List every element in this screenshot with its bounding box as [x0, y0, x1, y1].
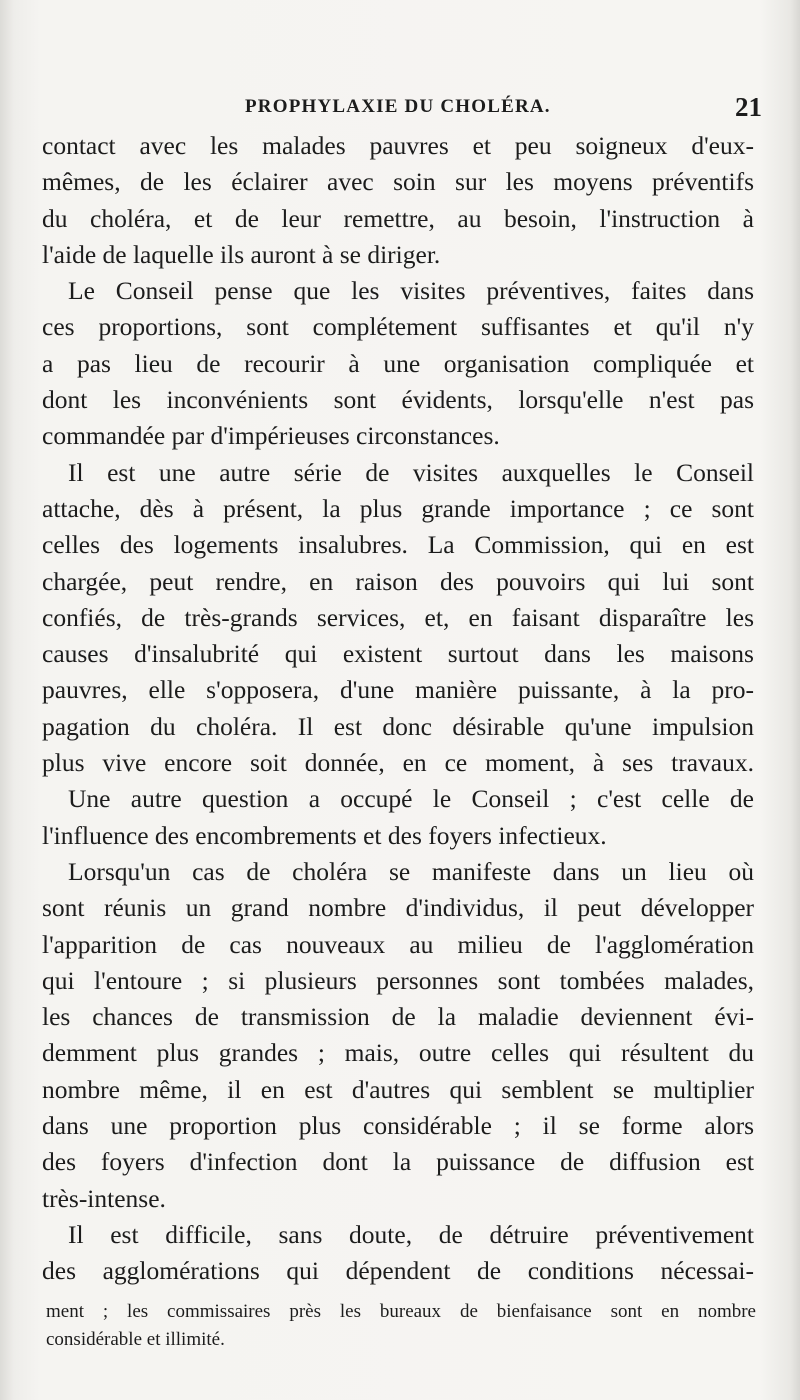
- text-line: dans une proportion plus considérable ; il se forme alors: [42, 1111, 754, 1141]
- text-line: celles des logements insalubres. La Commission, qui en est: [42, 530, 754, 560]
- text-line: chargée, peut rendre, en raison des pouvoirs qui lui sont: [42, 566, 754, 596]
- footnote-line: considérable et illimité.: [46, 1329, 225, 1350]
- text-line: Il est difficile, sans doute, de détruire préventivement: [68, 1219, 754, 1249]
- text-line: nombre même, il en est d'autres qui semblent se multiplier: [42, 1074, 754, 1104]
- text-line: mêmes, de les éclairer avec soin sur les moyens préventifs: [42, 167, 754, 197]
- text-line: a pas lieu de recourir à une organisation compliquée et: [42, 348, 754, 378]
- text-line: l'aide de laquelle ils auront à se diriger.: [42, 239, 441, 269]
- text-line: des agglomérations qui dépendent de conditions nécessai-: [42, 1256, 754, 1286]
- text-line: les chances de transmission de la maladie deviennent évi-: [42, 1002, 754, 1032]
- body-text: [42, 128, 754, 1290]
- text-line: Une autre question a occupé le Conseil ; c'est celle de: [68, 784, 754, 814]
- page-header: [40, 92, 762, 126]
- text-line: très-intense.: [42, 1183, 166, 1213]
- text-line: l'influence des encombrements et des foyers infectieux.: [42, 820, 607, 850]
- text-line: qui l'entoure ; si plusieurs personnes sont tombées malades,: [42, 965, 754, 995]
- text-line: causes d'insalubrité qui existent surtout dans les maisons: [42, 639, 754, 669]
- text-line: demment plus grandes ; mais, outre celles qui résultent du: [42, 1038, 754, 1068]
- text-line: contact avec les malades pauvres et peu soigneux d'eux-: [42, 131, 754, 160]
- text-line: sont réunis un grand nombre d'individus, il peut développer: [42, 893, 754, 923]
- text-line: Il est une autre série de visites auxquelles le Conseil: [68, 457, 754, 487]
- text-line: commandée par d'impérieuses circonstances.: [42, 421, 500, 451]
- text-line: l'apparition de cas nouveaux au milieu de l'agglomération: [42, 929, 754, 959]
- text-line: Le Conseil pense que les visites préventives, faites dans: [68, 276, 754, 306]
- text-line: confiés, de très-grands services, et, en faisant disparaître les: [42, 602, 754, 632]
- page-number: 21: [735, 92, 762, 122]
- running-title: PROPHYLAXIE DU CHOLÉRA.: [245, 96, 551, 117]
- text-line: plus vive encore soit donnée, en ce moment, à ses travaux.: [42, 748, 754, 778]
- text-line: Lorsqu'un cas de choléra se manifeste dans un lieu où: [68, 856, 754, 886]
- text-line: pauvres, elle s'opposera, d'une manière puissante, à la pro-: [42, 675, 754, 705]
- text-line: des foyers d'infection dont la puissance de diffusion est: [42, 1147, 754, 1177]
- footnote-line: ment ; les commissaires près les bureaux de bienfaisance sont en nombre: [46, 1301, 756, 1322]
- text-line: attache, dès à présent, la plus grande importance ; ce sont: [42, 493, 754, 523]
- footnote: [46, 1298, 756, 1354]
- text-line: du choléra, et de leur remettre, au besoin, l'instruction à: [42, 203, 754, 233]
- text-line: ces proportions, sont complétement suffisantes et qu'il n'y: [42, 312, 754, 342]
- text-line: dont les inconvénients sont évidents, lorsqu'elle n'est pas: [42, 385, 754, 415]
- text-line: pagation du choléra. Il est donc désirable qu'une impulsion: [42, 711, 754, 741]
